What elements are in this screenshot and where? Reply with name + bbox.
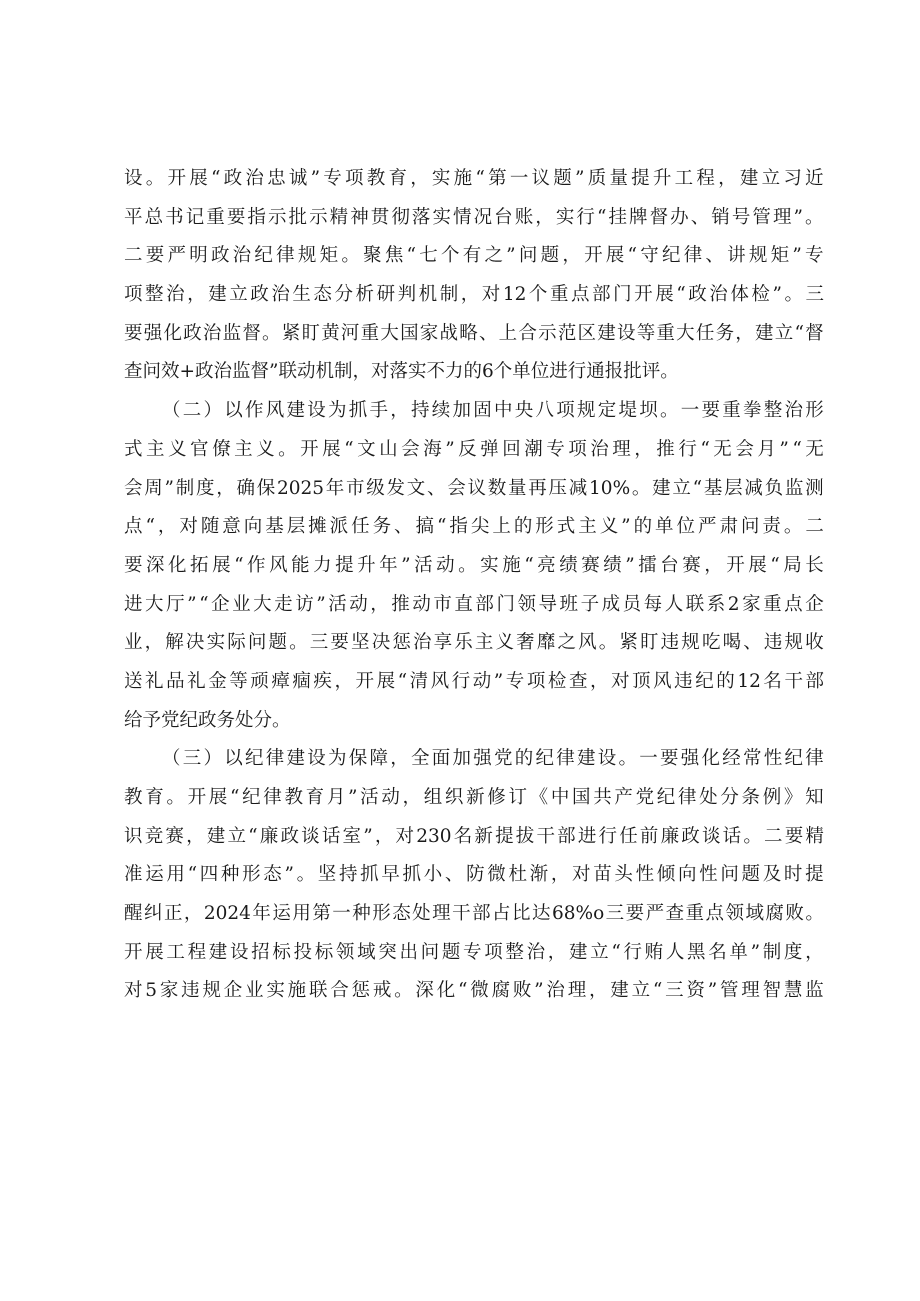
text-line: （ 三 ） 以 纪 律 建 设 为 保 障 ， 全 面 加 强 党 的 纪 律 建 设 。 一 要 强 化 经 常 性 纪 律 xyxy=(162,748,824,770)
text-line: 对 5 家 违 规 企 业 实 施 联 合 惩 戒 。 深 化 “ 微 腐 败 ” 治 理 ， 建 立 “ 三 资 ” 管 理 智 慧 监 xyxy=(124,980,824,1002)
text-line: 送 礼 品 礼 金 等 顽 瘴 痼 疾 ， 开 展 “ 清 风 行 动 ” 专 项 检 查 ， 对 顶 风 违 纪 的 12 名 干 部 xyxy=(124,670,824,692)
text-line: 业 ， 解 决 实 际 问 题 。 三 要 坚 决 惩 治 享 乐 主 义 奢 靡 之 风 。 紧 盯 违 规 吃 喝 、 违 规 收 xyxy=(124,632,824,654)
text-line: 项 整 治 ， 建 立 政 治 生 态 分 析 研 判 机 制 ， 对 12 个 重 点 部 门 开 展 “ 政 治 体 检 ” 。 三 xyxy=(124,284,824,306)
text-line: 二 要 严 明 政 治 纪 律 规 矩 。 聚 焦 “ 七 个 有 之 ” 问 题 ， 开 展 “ 守 纪 律 、 讲 规 矩 ” 专 xyxy=(124,245,824,267)
text-line: 式 主 义 官 僚 主 义 。 开 展 “ 文 山 会 海 ” 反 弹 回 潮 专 项 治 理 ， 推 行 “ 无 会 月 ” “ 无 xyxy=(124,438,824,460)
text-line: 要 深 化 拓 展 “ 作 风 能 力 提 升 年 ” 活 动 。 实 施 “ 亮 绩 赛 绩 ” 擂 台 赛 ， 开 展 “ 局 长 xyxy=(124,554,824,576)
text-line: 准 运 用 “ 四 种 形 态 ” 。 坚 持 抓 早 抓 小 、 防 微 杜 渐 ， 对 苗 头 性 倾 向 性 问 题 及 时 提 xyxy=(124,864,824,886)
text-line: 教 育 。 开 展 “ 纪 律 教 育 月 ” 活 动 ， 组 织 新 修 订 《 中 国 共 产 党 纪 律 处 分 条 例 》 知 xyxy=(124,787,824,808)
text-line: 查问效+政治监督”联动机制，对落实不力的6个单位进行通报批评。 xyxy=(124,361,679,383)
document-body xyxy=(124,160,824,1011)
text-line: 识 竞 赛 ， 建 立 “ 廉 政 谈 话 室 ” ， 对 230 名 新 提 拔 干 部 进 行 任 前 廉 政 谈 话 。 二 要 精 xyxy=(124,825,824,847)
text-line: 进 大 厅 ” “ 企 业 大 走 访 ” 活 动 ， 推 动 市 直 部 门 领 导 班 子 成 员 每 人 联 系 2 家 重 点 企 xyxy=(124,593,824,615)
text-line: 点 “ ， 对 随 意 向 基 层 摊 派 任 务 、 搞 “ 指 尖 上 的 形 式 主 义 ” 的 单 位 严 肃 问 责 。 二 xyxy=(124,516,824,538)
text-line: 要 强 化 政 治 监 督 。 紧 盯 黄 河 重 大 国 家 战 略 、 上 合 示 范 区 建 设 等 重 大 任 务 ， 建 立 “ 督 xyxy=(124,322,824,344)
text-line: 设 。 开 展 “ 政 治 忠 诚 ” 专 项 教 育 ， 实 施 “ 第 一 议 题 ” 质 量 提 升 工 程 ， 建 立 习 近 xyxy=(124,168,824,189)
text-line: 会 周 ” 制 度 ， 确 保 2025 年 市 级 发 文 、 会 议 数 量 再 压 减 10% 。 建 立 “ 基 层 减 负 监 测 xyxy=(124,477,824,499)
text-line: 醒 纠 正 ， 2024 年 运 用 第 一 种 形 态 处 理 干 部 占 比 达 68%o 三 要 严 查 重 点 领 域 腐 败 。 xyxy=(124,903,824,925)
text-line: 平 总 书 记 重 要 指 示 批 示 精 神 贯 彻 落 实 情 况 台 账 ， 实 行 “ 挂 牌 督 办 、 销 号 管 理 ” 。 xyxy=(124,206,824,228)
text-line: 给予党纪政务处分。 xyxy=(124,709,291,731)
text-line: （ 二 ） 以 作 风 建 设 为 抓 手 ， 持 续 加 固 中 央 八 项 规 定 堤 坝 。 一 要 重 拳 整 治 形 xyxy=(162,400,824,422)
text-line: 开 展 工 程 建 设 招 标 投 标 领 域 突 出 问 题 专 项 整 治 ， 建 立 “ 行 贿 人 黑 名 单 ” 制 度 ， xyxy=(124,941,824,963)
